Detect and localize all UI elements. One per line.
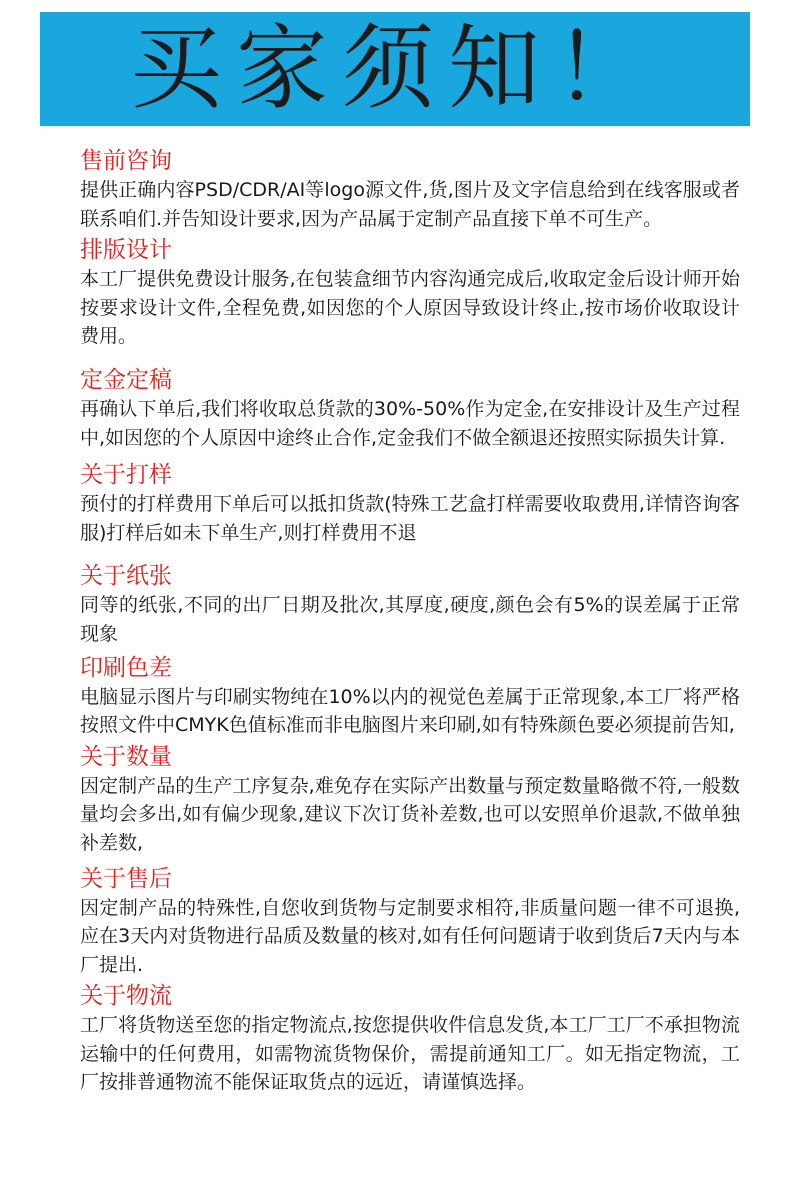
section-deposit bbox=[80, 365, 740, 452]
section-layout-design bbox=[80, 235, 740, 351]
page-title: 买家须知！ bbox=[129, 15, 660, 122]
section-body: 本工厂提供免费设计服务,在包装盒细节内容沟通完成后,收取定金后设计师开始按要求设计文件,全程免费,如因您的个人原因导致设计终止,按市场价收取设计费用。 bbox=[80, 268, 740, 348]
section-body: 因定制产品的特殊性,自您收到货物与定制要求相符,非质量问题一律不可退换,应在3天内对货物进行品质及数量的核对,如有任何问题请于收到货后7天内与本厂提出. bbox=[80, 896, 740, 976]
section-body: 再确认下单后,我们将收取总货款的30%-50%作为定金,在安排设计及生产过程中,如因您的个人原因中途终止合作,定金我们不做全额退还按照实际损失计算. bbox=[80, 397, 740, 449]
section-heading: 排版设计 bbox=[80, 237, 172, 264]
section-heading: 定金定稿 bbox=[80, 366, 172, 393]
section-body: 因定制产品的生产工序复杂,难免存在实际产出数量与预定数量略微不符,一般数量均会多出,如有偏少现象,建议下次订货补差数,也可以安照单价退款,不做单独补差数, bbox=[80, 774, 740, 854]
section-quantity bbox=[80, 742, 740, 858]
section-body: 提供正确内容PSD/CDR/AI等logo源文件,货,图片及文字信息给到在线客服或者联系咱们.并告知设计要求,因为产品属于定制产品直接下单不可生产。 bbox=[80, 179, 740, 230]
section-body: 预付的打样费用下单后可以抵扣货款(特殊工艺盒打样需要收取费用,详情咨询客服)打样后如未下单生产,则打样费用不退 bbox=[80, 493, 740, 544]
section-body: 电脑显示图片与印刷实物纯在10%以内的视觉色差属于正常现象,本工厂将严格按照文件中CMYK色值标准而非电脑图片来印刷,如有特殊颜色要必须提前告知, bbox=[80, 685, 740, 737]
section-heading: 关于物流 bbox=[80, 983, 172, 1010]
section-body: 同等的纸张,不同的出厂日期及批次,其厚度,硬度,颜色会有5%的误差属于正常现象 bbox=[80, 594, 740, 645]
section-color-difference bbox=[80, 653, 740, 740]
section-heading: 印刷色差 bbox=[80, 654, 172, 681]
section-heading: 关于纸张 bbox=[80, 563, 172, 590]
section-heading: 售前咨询 bbox=[80, 148, 172, 174]
notice-content bbox=[80, 146, 740, 1097]
section-heading: 关于数量 bbox=[80, 743, 172, 770]
section-pre-sale-consultation bbox=[80, 146, 740, 233]
section-after-sales bbox=[80, 864, 740, 980]
section-heading: 关于打样 bbox=[80, 462, 172, 489]
section-proofing bbox=[80, 460, 740, 547]
section-paper bbox=[80, 561, 740, 648]
section-heading: 关于售后 bbox=[80, 865, 172, 892]
section-body: 工厂将货物送至您的指定物流点,按您提供收件信息发货,本工厂工厂不承担物流运输中的任何费用，如需物流货物保价，需提前通知工厂。如无指定物流，工厂按排普通物流不能保证取货点的远近，请谨慎选择。 bbox=[80, 1014, 740, 1094]
title-banner bbox=[40, 12, 750, 126]
section-logistics bbox=[80, 981, 740, 1097]
